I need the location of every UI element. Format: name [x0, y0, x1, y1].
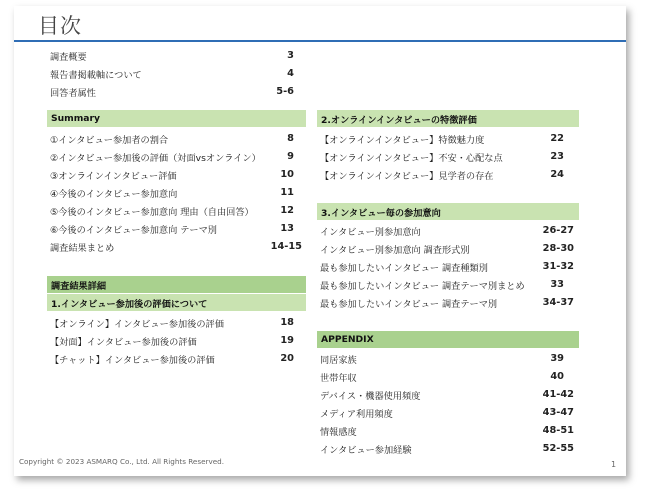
toc-item-page: 52-55 [542, 443, 574, 454]
toc-item[interactable] [320, 368, 564, 385]
toc-item[interactable] [320, 440, 574, 457]
toc-item[interactable] [50, 130, 294, 147]
toc-item-label: ①インタビュー参加者の割合 [50, 134, 169, 146]
toc-item-page: 19 [280, 335, 294, 346]
page-title: 目次 [38, 14, 82, 38]
toc-item-label: インタビュー別参加意向 [320, 226, 421, 238]
toc-item-page: 40 [550, 371, 564, 382]
section-header-details: 調査結果詳細 [47, 276, 306, 293]
toc-item[interactable] [320, 148, 564, 165]
toc-item-label: 世帯年収 [320, 372, 357, 384]
toc-item-page: 31-32 [542, 261, 574, 272]
toc-item-page: 41-42 [542, 389, 574, 400]
toc-item[interactable] [50, 83, 294, 100]
page-number: 1 [611, 460, 617, 469]
toc-item[interactable] [50, 166, 294, 183]
toc-item-page: 5-6 [276, 86, 294, 97]
toc-item[interactable] [320, 404, 574, 421]
toc-item-label: 調査概要 [50, 51, 87, 63]
toc-item-page: 24 [550, 169, 564, 180]
section-header-2: 2.オンラインインタビューの特徴評価 [317, 110, 579, 127]
toc-item[interactable] [50, 184, 294, 201]
toc-item-label: 同居家族 [320, 354, 357, 366]
toc-item-page: 10 [280, 169, 294, 180]
toc-item-label: 【チャット】インタビュー参加後の評価 [50, 354, 215, 366]
toc-item-label: インタビュー別参加意向 調査形式別 [320, 244, 470, 256]
toc-item-label: インタビュー参加経験 [320, 444, 412, 456]
toc-item-page: 3 [287, 50, 294, 61]
toc-item[interactable] [320, 294, 574, 311]
toc-item-label: 回答者属性 [50, 87, 96, 99]
toc-item[interactable] [320, 422, 574, 439]
toc-item[interactable] [50, 350, 294, 367]
toc-item[interactable] [320, 258, 574, 275]
section-header-1: 1.インタビュー参加後の評価について [47, 294, 306, 311]
toc-item-page: 39 [550, 353, 564, 364]
toc-item-label: 最も参加したいインタビュー 調査テーマ別 [320, 298, 498, 310]
toc-item-label: ④今後のインタビュー参加意向 [50, 188, 178, 200]
toc-item-label: 最も参加したいインタビュー 調査種類別 [320, 262, 488, 274]
toc-item-page: 9 [287, 151, 294, 162]
toc-item-label: 【オンラインインタビュー】不安・心配な点 [320, 152, 503, 164]
toc-item[interactable] [50, 332, 294, 349]
toc-item-label: 報告書掲載軸について [50, 69, 142, 81]
slide [14, 6, 626, 476]
toc-item-page: 13 [280, 223, 294, 234]
toc-item-label: ⑥今後のインタビュー参加意向 テーマ別 [50, 224, 217, 236]
toc-item[interactable] [50, 202, 294, 219]
toc-item-page: 18 [280, 317, 294, 328]
toc-item-page: 34-37 [542, 297, 574, 308]
toc-item-label: 調査結果まとめ [50, 242, 115, 254]
title-divider [14, 40, 626, 42]
section-header-appendix: APPENDIX [317, 331, 579, 348]
toc-item-label: 【オンライン】インタビュー参加後の評価 [50, 318, 224, 330]
toc-item[interactable] [320, 130, 564, 147]
toc-item[interactable] [320, 350, 564, 367]
toc-item-page: 23 [550, 151, 564, 162]
toc-item[interactable] [50, 148, 294, 165]
toc-item-label: メディア利用頻度 [320, 408, 393, 420]
toc-item[interactable] [320, 386, 574, 403]
toc-item-page: 22 [550, 133, 564, 144]
toc-item-page: 43-47 [542, 407, 574, 418]
toc-item-label: ②インタビュー参加後の評価（対面vsオンライン） [50, 152, 261, 164]
toc-item-page: 8 [287, 133, 294, 144]
section-header-3: 3.インタビュー毎の参加意向 [317, 203, 579, 220]
toc-item-page: 33 [550, 279, 564, 290]
toc-item-label: ③オンラインインタビュー評価 [50, 170, 177, 182]
toc-item-label: デバイス・機器使用頻度 [320, 390, 421, 402]
toc-item[interactable] [320, 222, 574, 239]
section-header-summary: Summary [47, 110, 306, 127]
toc-item[interactable] [320, 240, 574, 257]
toc-item-page: 12 [280, 205, 294, 216]
toc-item[interactable] [50, 220, 294, 237]
toc-item-page: 28-30 [542, 243, 574, 254]
toc-item[interactable] [320, 276, 564, 293]
toc-item[interactable] [50, 47, 294, 64]
toc-item-label: 【オンラインインタビュー】特徴魅力度 [320, 134, 485, 146]
toc-item-label: ⑤今後のインタビュー参加意向 理由（自由回答） [50, 206, 254, 218]
toc-item-page: 20 [280, 353, 294, 364]
toc-item-page: 48-51 [542, 425, 574, 436]
toc-item-label: 【オンラインインタビュー】見学者の存在 [320, 170, 494, 182]
toc-item-page: 11 [280, 187, 294, 198]
toc-item-label: 【対面】インタビュー参加後の評価 [50, 336, 197, 348]
toc-item-page: 14-15 [270, 241, 302, 252]
toc-item[interactable] [50, 238, 302, 255]
copyright-notice: Copyright © 2023 ASMARQ Co., Ltd. All Rights Reserved. [19, 457, 224, 466]
toc-item[interactable] [50, 314, 294, 331]
toc-item-label: 最も参加したいインタビュー 調査テーマ別まとめ [320, 280, 525, 292]
toc-item-page: 4 [287, 68, 294, 79]
toc-item-label: 情報感度 [320, 426, 357, 438]
toc-item[interactable] [50, 65, 294, 82]
toc-item[interactable] [320, 166, 564, 183]
toc-item-page: 26-27 [542, 225, 574, 236]
